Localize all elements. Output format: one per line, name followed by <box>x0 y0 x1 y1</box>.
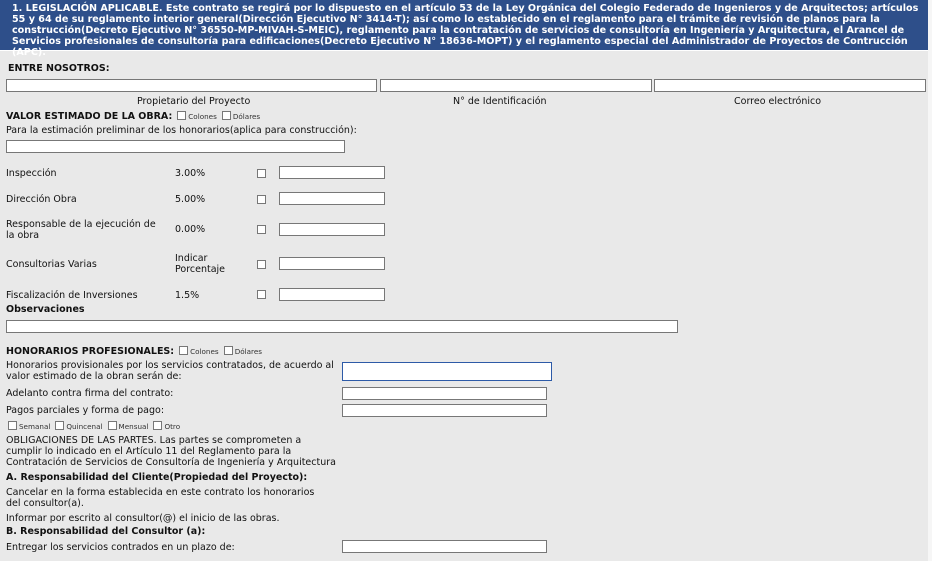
legislation-text: 1. LEGISLACIÓN APLICABLE. Este contrato se regirá por lo dispuesto en el artículo 53 de la Ley Orgánica del Colegio Federado de Ingenieros y de Arquitectos; artículos 55 y 64 de su reglamento interior general(Dirección Ejecutivo N° 3414-T); así como lo establecido en el reglamento para el trámite de revisión de planos para la construcción(Decreto Ejecutivo N° 36550-MP-MIVAH-S-MEIC), reglamento para la contratación de servicios de consultoría en Ingeniería y Arquitectura, el Arancel de Servicios profesionales de consultoría para edificaciones(Decreto Ejecutivo N° 18636-MOPT) y el reglamento especial del Administrador de Proyectos de Contrucción (APC). <box>12 3 919 58</box>
observaciones-input[interactable] <box>6 320 678 333</box>
parties-heading: ENTRE NOSOTROS: <box>8 63 110 74</box>
freq-otro-checkbox[interactable] <box>153 421 162 430</box>
consultant-responsibility-heading: B. Responsabilidad del Consultor (a): <box>6 526 206 537</box>
service-label-direccion: Dirección Obra <box>6 194 77 205</box>
freq-semanal-label: Semanal <box>19 422 51 431</box>
service-percent-inspeccion: 3.00% <box>175 168 206 179</box>
page-edge <box>928 0 932 561</box>
freq-mensual-label: Mensual <box>118 422 149 431</box>
honorarios-heading: HONORARIOS PROFESIONALES: <box>6 346 175 357</box>
service-input-fiscalizacion[interactable] <box>279 288 385 301</box>
service-percent-responsable: 0.00% <box>175 224 206 235</box>
email-input[interactable] <box>654 79 926 92</box>
service-percent-direccion: 5.00% <box>175 194 206 205</box>
service-input-responsable[interactable] <box>279 223 385 236</box>
service-label-fiscalizacion: Fiscalización de Inversiones <box>6 290 138 301</box>
freq-semanal-checkbox[interactable] <box>8 421 17 430</box>
honorarios-row <box>6 346 262 357</box>
valor-colones-checkbox[interactable] <box>177 111 186 120</box>
service-label-inspeccion: Inspección <box>6 168 57 179</box>
observaciones-heading: Observaciones <box>6 304 85 315</box>
id-label: N° de Identificación <box>453 96 547 107</box>
service-percent-consultorias: Indicar Porcentaje <box>175 253 226 275</box>
client-responsibility-heading: A. Responsabilidad del Cliente(Propiedad del Proyecto): <box>6 472 308 483</box>
owner-label: Propietario del Proyecto <box>137 96 251 107</box>
service-input-inspeccion[interactable] <box>279 166 385 179</box>
email-label: Correo electrónico <box>734 96 822 107</box>
freq-quincenal-label: Quincenal <box>66 422 103 431</box>
service-checkbox-responsable[interactable] <box>257 225 266 234</box>
honorarios-colones-label: Colones <box>190 347 219 356</box>
service-checkbox-direccion[interactable] <box>257 195 266 204</box>
consultant-obligation-delivery: Entregar los servicios contrados en un plazo de: <box>6 542 235 553</box>
valor-colones-label: Colones <box>188 112 217 121</box>
service-checkbox-consultorias[interactable] <box>257 260 266 269</box>
service-label-consultorias: Consultorias Varias <box>6 259 97 270</box>
valor-dolares-label: Dólares <box>232 112 261 121</box>
valor-heading: VALOR ESTIMADO DE LA OBRA: <box>6 111 173 122</box>
client-obligation-payment: Cancelar en la forma establecida en este contrato los honorarios del consultor(a). <box>6 487 315 509</box>
payment-frequency-row <box>6 421 180 432</box>
advance-input[interactable] <box>342 387 547 400</box>
estimation-label: Para la estimación preliminar de los honorarios(aplica para construcción): <box>6 125 357 136</box>
service-percent-fiscalizacion: 1.5% <box>175 290 200 301</box>
valor-dolares-checkbox[interactable] <box>222 111 231 120</box>
valor-row <box>6 111 260 122</box>
advance-label: Adelanto contra firma del contrato: <box>6 388 174 399</box>
id-input[interactable] <box>380 79 652 92</box>
obligations-text: OBLIGACIONES DE LAS PARTES. Las partes se comprometen a cumplir lo indicado en el Artículo 11 del Reglamento para la Contratación de Servicios de Consultoría de Ingeniería y Arquitectura <box>6 435 336 468</box>
honorarios-dolares-label: Dólares <box>234 347 262 356</box>
delivery-term-input[interactable] <box>342 540 547 553</box>
freq-mensual-checkbox[interactable] <box>108 421 117 430</box>
client-obligation-notify: Informar por escrito al consultor(@) el inicio de las obras. <box>6 513 280 524</box>
service-checkbox-fiscalizacion[interactable] <box>257 290 266 299</box>
honorarios-colones-checkbox[interactable] <box>179 346 188 355</box>
freq-otro-label: Otro <box>164 422 181 431</box>
honorarios-provisional-input[interactable] <box>342 362 552 381</box>
owner-input[interactable] <box>6 79 377 92</box>
service-input-consultorias[interactable] <box>279 257 385 270</box>
partial-payments-label: Pagos parciales y forma de pago: <box>6 405 165 416</box>
service-input-direccion[interactable] <box>279 192 385 205</box>
freq-quincenal-checkbox[interactable] <box>55 421 64 430</box>
honorarios-provisional-label: Honorarios provisionales por los servicios contratados, de acuerdo al valor estimado de la obran serán de: <box>6 360 334 382</box>
service-checkbox-inspeccion[interactable] <box>257 169 266 178</box>
estimation-input[interactable] <box>6 140 345 153</box>
honorarios-dolares-checkbox[interactable] <box>224 346 233 355</box>
partial-payments-input[interactable] <box>342 404 547 417</box>
legislation-banner <box>0 0 929 58</box>
service-label-responsable: Responsable de la ejecución de la obra <box>6 219 156 241</box>
